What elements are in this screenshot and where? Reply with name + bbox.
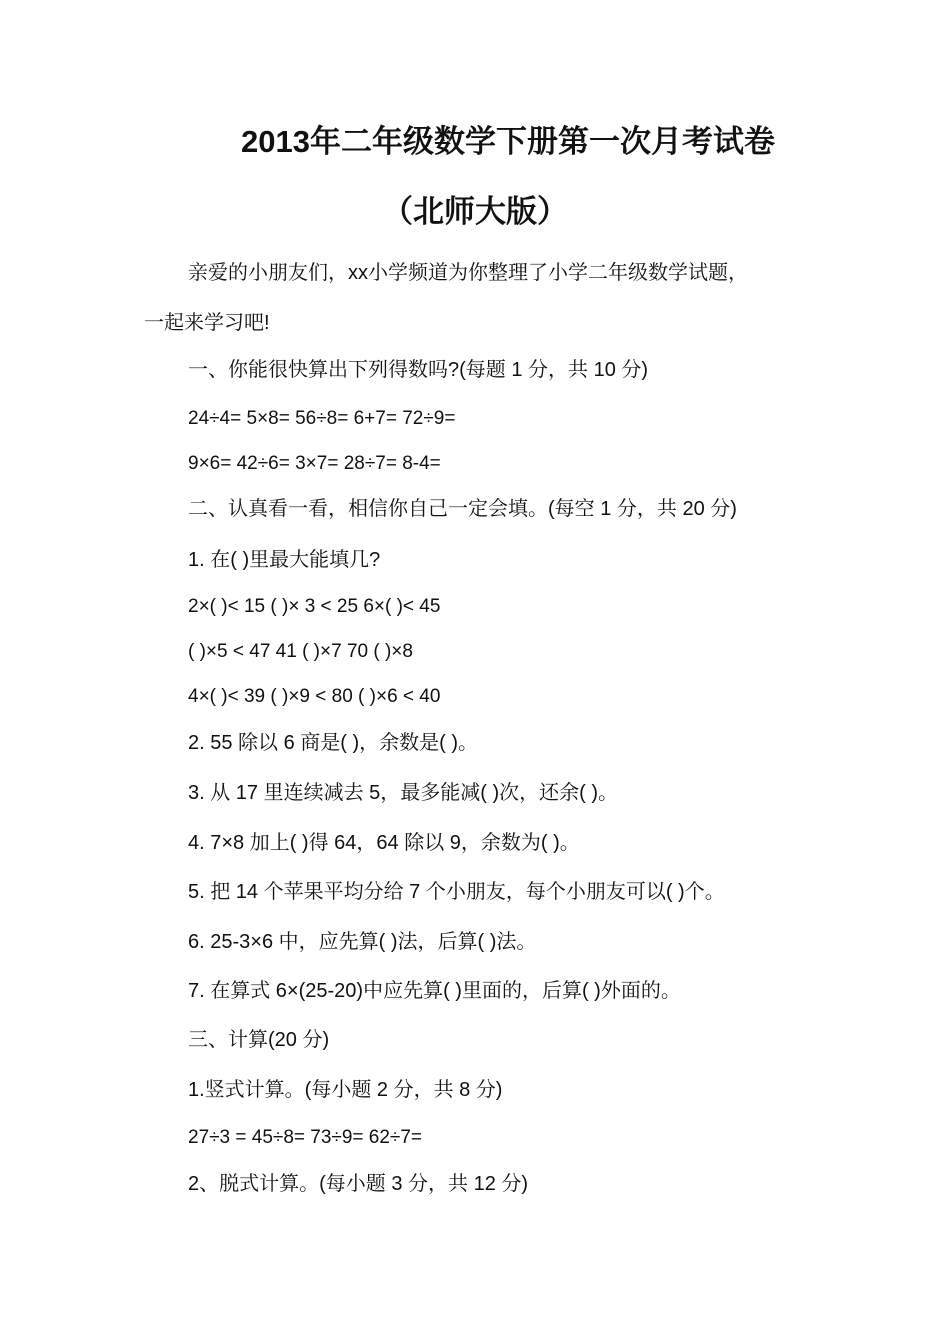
section-heading-3: 三、计算(20 分) xyxy=(188,1029,330,1051)
section-heading-1: 一、你能很快算出下列得数吗?(每题 1 分，共 10 分) xyxy=(188,359,649,381)
intro-text-line-2: 一起来学习吧! xyxy=(144,312,270,334)
document-title: 2013年二年级数学下册第一次月考试卷 xyxy=(241,124,775,159)
problem-line: 27÷3 = 45÷8= 73÷9= 62÷7= xyxy=(188,1127,423,1148)
question-line: 6. 25-3×6 中，应先算( )法，后算( )法。 xyxy=(188,931,537,953)
problem-line: ( )×5 < 47 41 ( )×7 70 ( )×8 xyxy=(188,641,413,662)
problem-line: 2×( )< 15 ( )× 3 < 25 6×( )< 45 xyxy=(188,596,441,617)
question-line: 3. 从 17 里连续减去 5，最多能减( )次，还余( )。 xyxy=(188,782,619,804)
question-line: 5. 把 14 个苹果平均分给 7 个小朋友，每个小朋友可以( )个。 xyxy=(188,881,725,903)
intro-text-line-1: 亲爱的小朋友们，xx小学频道为你整理了小学二年级数学试题， xyxy=(188,262,748,284)
problem-line: 4×( )< 39 ( )×9 < 80 ( )×6 < 40 xyxy=(188,686,441,707)
question-line: 7. 在算式 6×(25-20)中应先算( )里面的，后算( )外面的。 xyxy=(188,980,681,1002)
sub-heading: 2、脱式计算。(每小题 3 分，共 12 分) xyxy=(188,1173,529,1195)
document-subtitle: （北师大版） xyxy=(382,194,568,229)
problem-line: 9×6= 42÷6= 3×7= 28÷7= 8-4= xyxy=(188,453,441,474)
section-heading-2: 二、认真看一看，相信你自己一定会填。(每空 1 分，共 20 分) xyxy=(188,498,737,520)
problem-line: 24÷4= 5×8= 56÷8= 6+7= 72÷9= xyxy=(188,408,456,429)
sub-heading: 1.竖式计算。(每小题 2 分，共 8 分) xyxy=(188,1079,503,1101)
question-line: 1. 在( )里最大能填几? xyxy=(188,549,381,571)
question-line: 2. 55 除以 6 商是( )，余数是( )。 xyxy=(188,732,479,754)
question-line: 4. 7×8 加上( )得 64，64 除以 9，余数为( )。 xyxy=(188,832,580,854)
